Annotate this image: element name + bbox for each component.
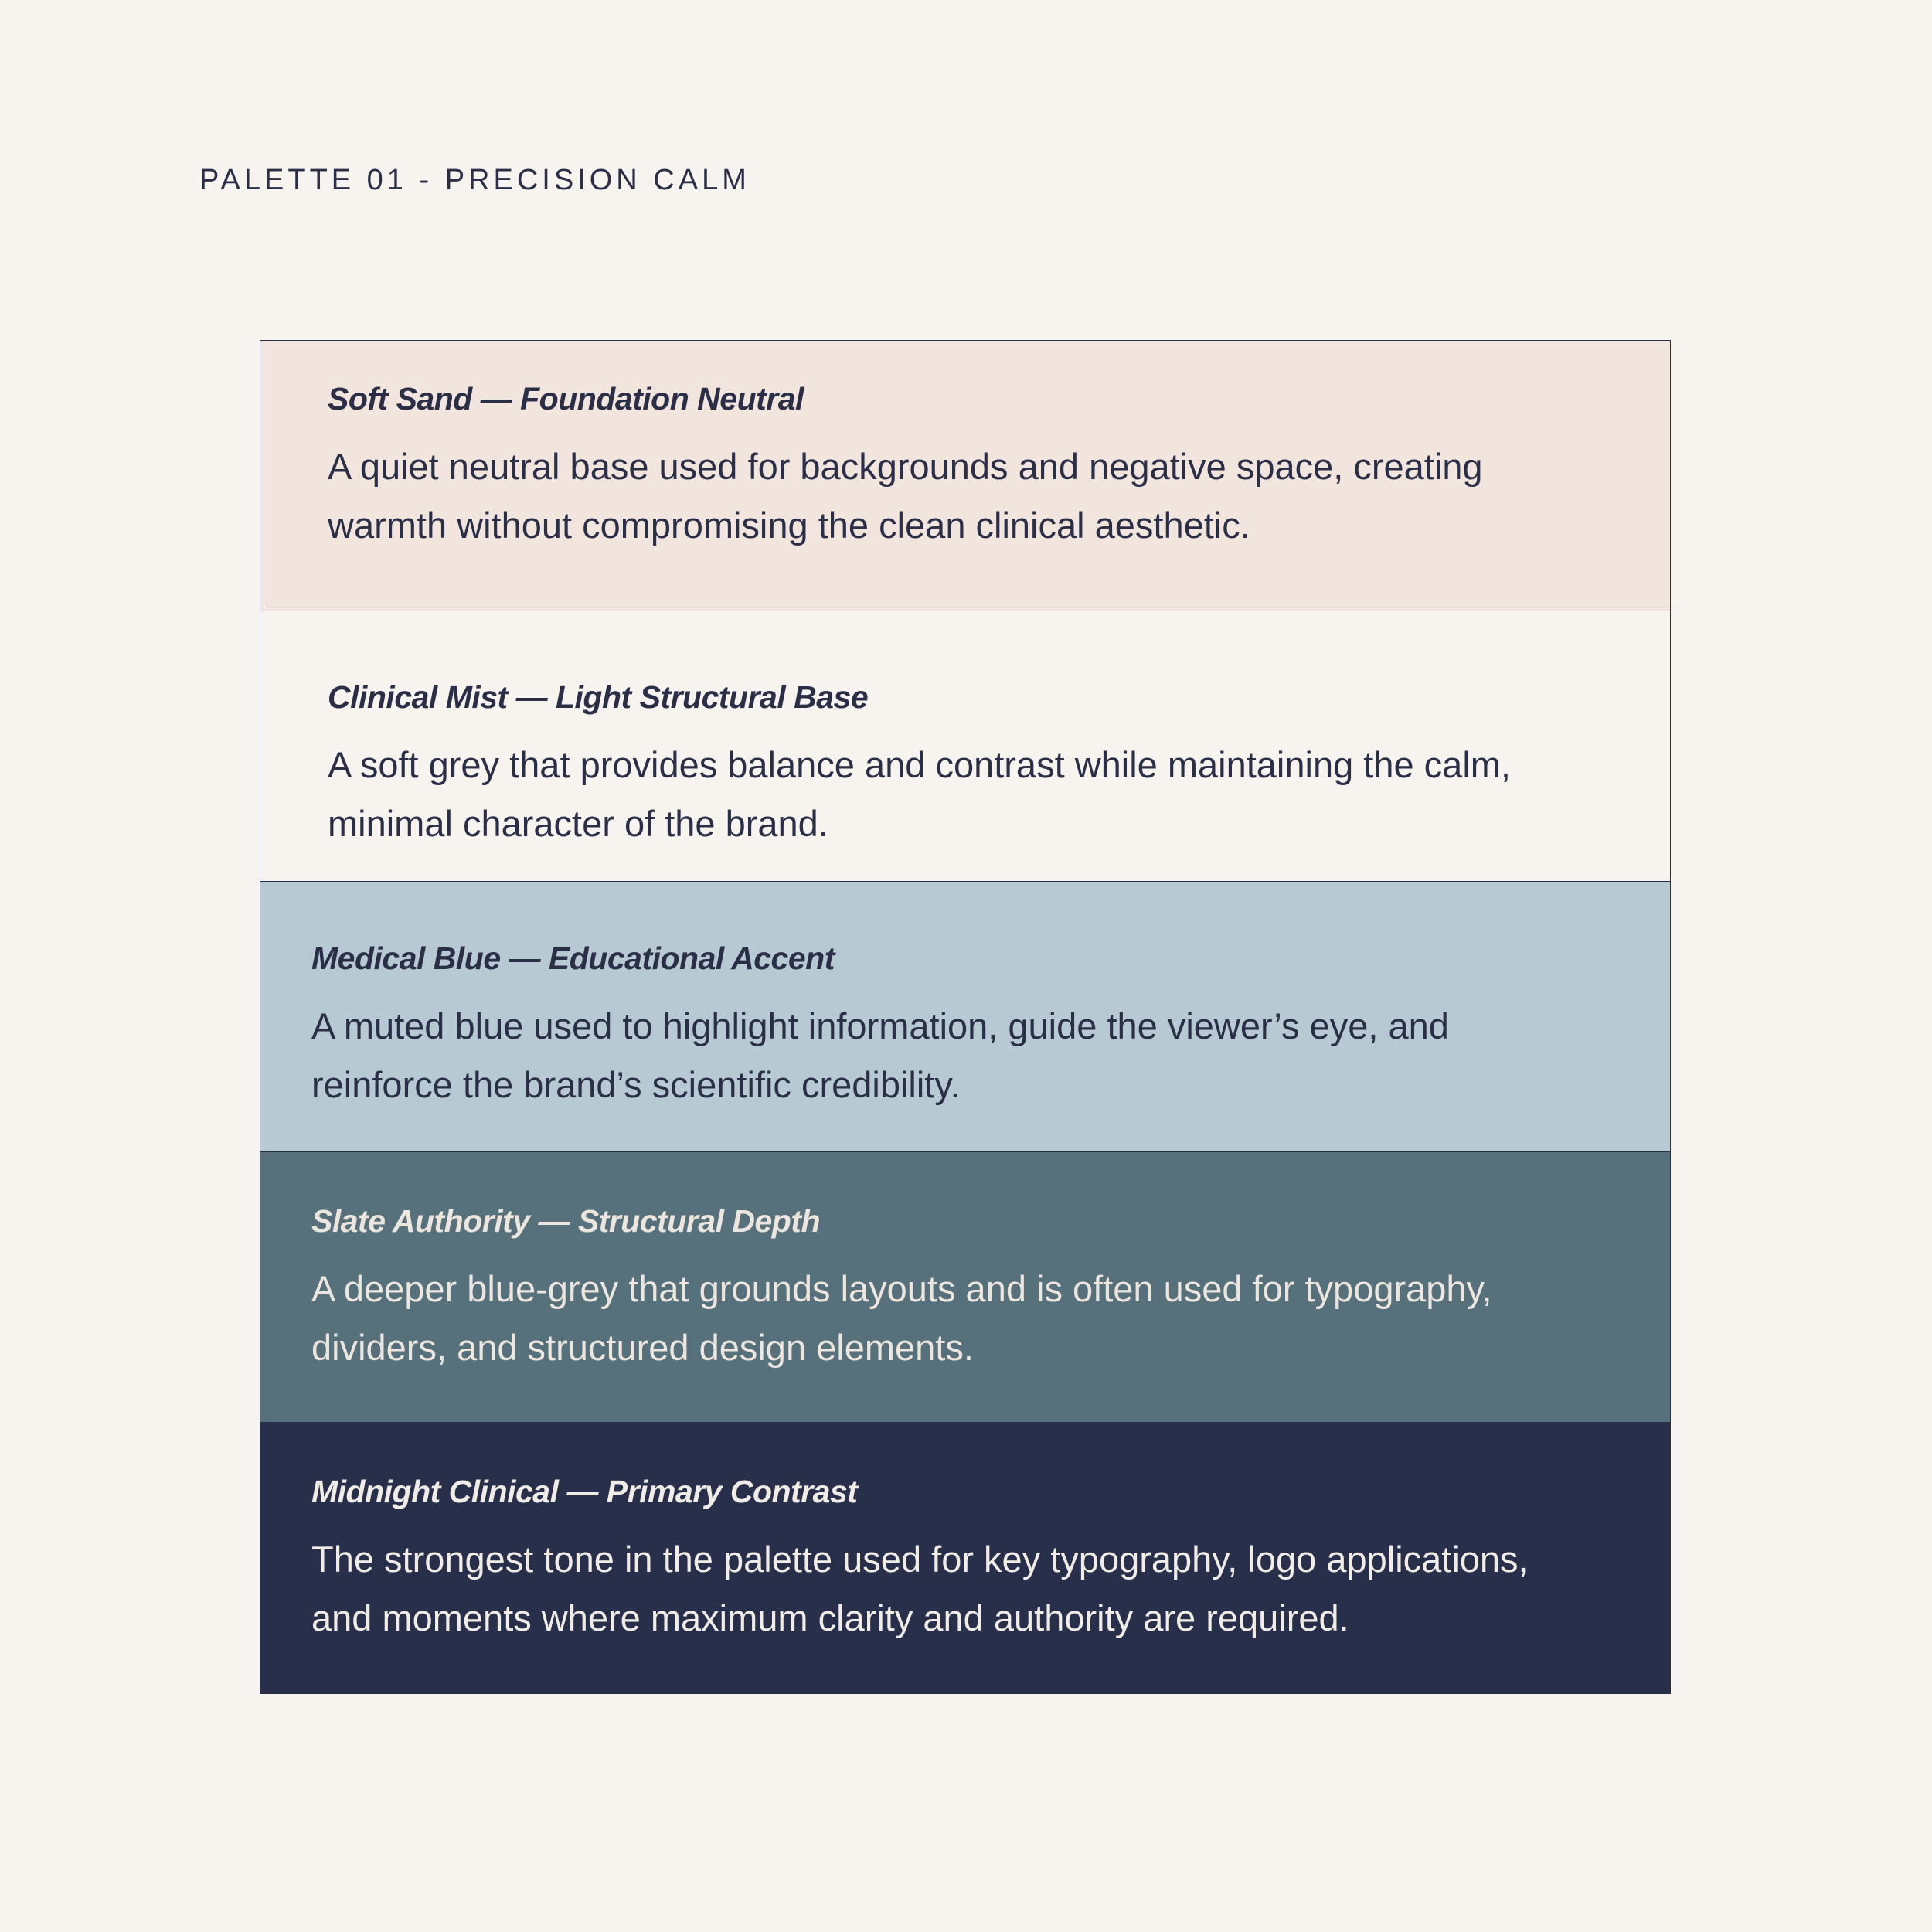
swatch-description: The strongest tone in the palette used for key typography, logo applications, and moments where maximum clarity and authority are required. (311, 1539, 1529, 1638)
swatch-slate-authority (260, 1152, 1670, 1423)
swatch-soft-sand (260, 341, 1670, 611)
swatch-name: Medical Blue — Educational Accent (311, 940, 835, 976)
swatch-description: A muted blue used to highlight information, guide the viewer’s eye, and reinforce the brand’s scientific credibility. (311, 1005, 1449, 1105)
swatch-name: Soft Sand — Foundation Neutral (328, 381, 804, 417)
swatch-name: Clinical Mist — Light Structural Base (328, 679, 869, 715)
page-title: PALETTE 01 - PRECISION CALM (199, 164, 750, 196)
swatch-name: Slate Authority — Structural Depth (311, 1203, 821, 1239)
palette-table (260, 340, 1671, 1694)
swatch-name: Midnight Clinical — Primary Contrast (311, 1474, 858, 1509)
swatch-medical-blue (260, 882, 1670, 1152)
swatch-description: A deeper blue-grey that grounds layouts and is often used for typography, dividers, and structured design elements. (311, 1268, 1492, 1368)
swatch-description: A quiet neutral base used for backgrounds and negative space, creating warmth without compromising the clean clinical aesthetic. (328, 446, 1483, 546)
swatch-midnight-clinical (260, 1423, 1670, 1693)
swatch-clinical-mist (260, 611, 1670, 882)
swatch-description: A soft grey that provides balance and contrast while maintaining the calm, minimal character of the brand. (328, 744, 1511, 844)
